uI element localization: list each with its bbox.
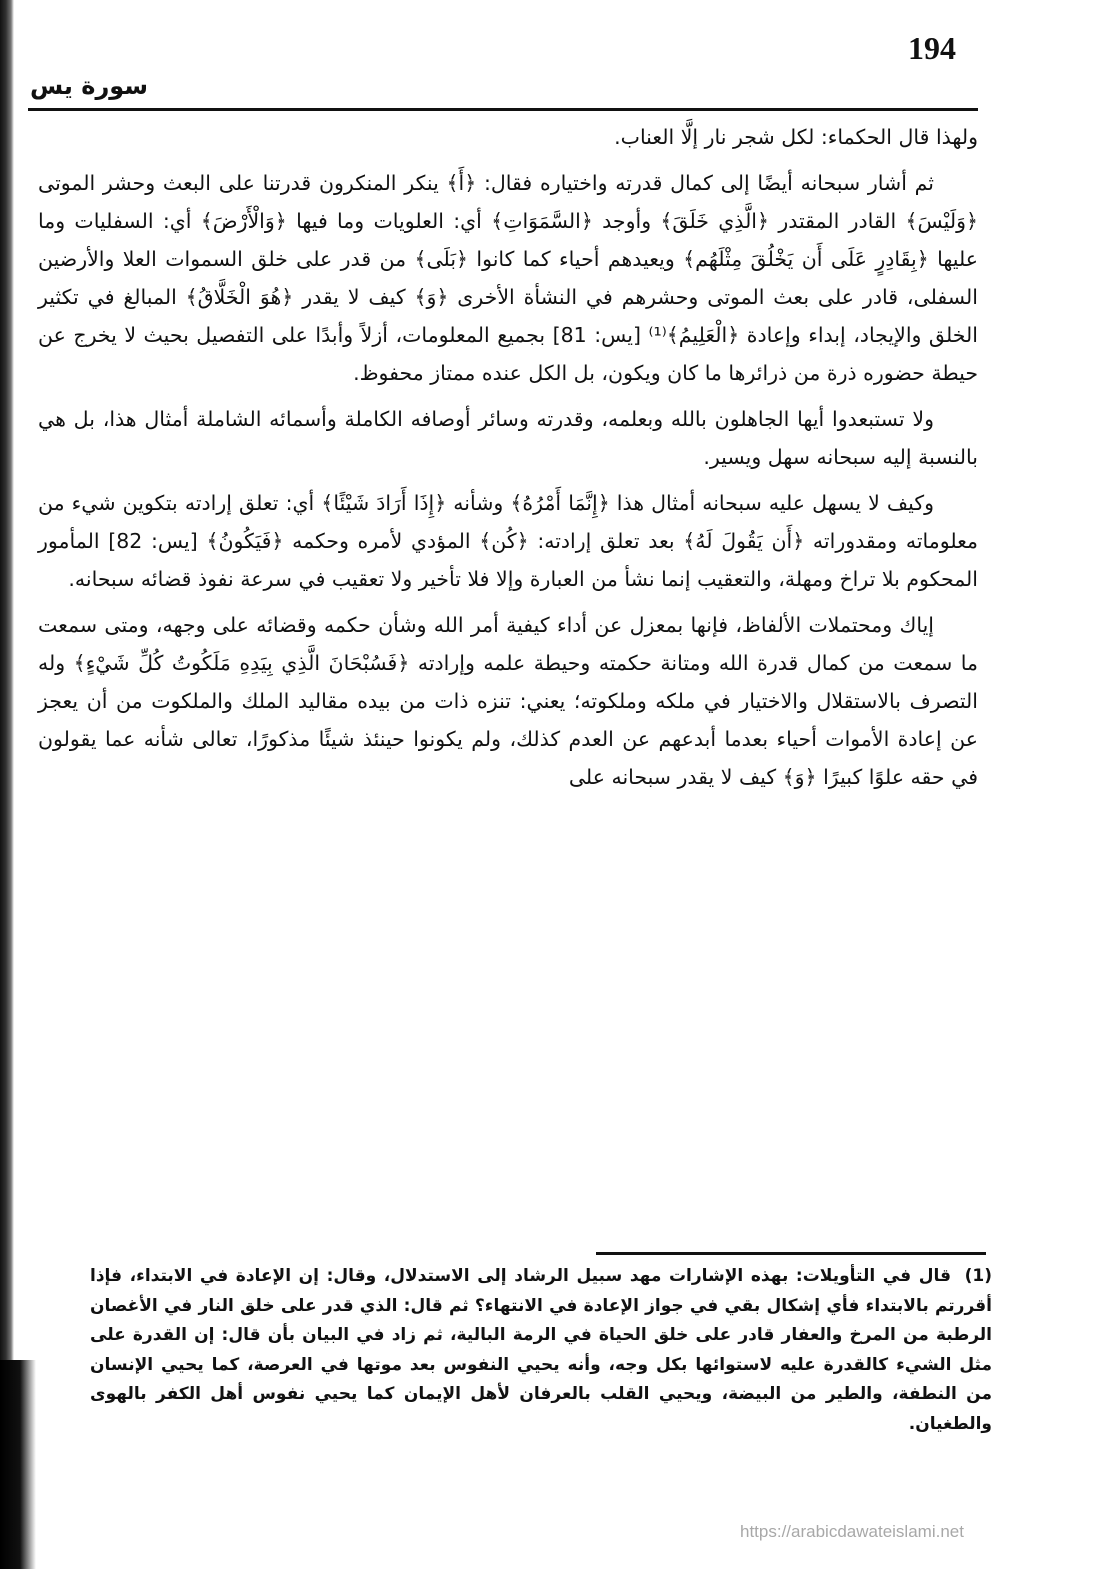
surah-title: سورة يس bbox=[30, 72, 148, 100]
scan-shadow-corner bbox=[0, 1360, 36, 1569]
footnote-text: قال في التأويلات: بهذه الإشارات مهد سبيل الرشاد إلى الاستدلال، وقال: إن الإعادة في الابتداء، فإذا أقررتم بالابتداء فأي إشكال بقي في جواز الإعادة في الانتهاء؟ ثم قال: الذي قدر على خلق النار في الأغصان الرطبة من المرخ والعفار قادر على خلق الحياة في الرمة البالية، ثم زاد في البيان بأن قال: إن القدرة على مثل الشيء كالقدرة عليه لاستوائها بكل وجه، وأنه يحيي النفوس بعد موتها في العرصة، كما يحيي الإنسان من النطفة، والطير من البيضة، ويحيي القلب بالعرفان لأهل الإيمان كما يحيي نفوس أهل الكفر بالهوى والطغيان. bbox=[90, 1266, 992, 1434]
source-watermark: https://arabicdawateislami.net bbox=[740, 1522, 964, 1541]
paragraph: وكيف لا يسهل عليه سبحانه أمثال هذا ﴿إِنَّمَا أَمْرُهُ﴾ وشأنه ﴿إِذَا أَرَادَ شَيْئًا﴾ أي: تعلق إرادته بتكوين شيء من معلوماته ومقدوراته ﴿أَن يَقُولَ لَهُ﴾ بعد تعلق إرادته: ﴿كُن﴾ المؤدي لأمره وحكمه ﴿فَيَكُونُ﴾ [يس: 82] المأمور المحكوم بلا تراخ ومهلة، والتعقيب إنما نشأ من العبارة وإلا فلا تأخير ولا تعقيب في سرعة نفوذ قضائه سبحانه. bbox=[38, 491, 979, 591]
page-number: 194 bbox=[908, 30, 956, 66]
paragraph: ثم أشار سبحانه أيضًا إلى كمال قدرته واختياره فقال: ﴿أَ﴾ ينكر المنكرون قدرتنا على البعث وحشر الموتى ﴿وَلَيْسَ﴾ القادر المقتدر ﴿الَّذِي خَلَقَ﴾ وأوجد ﴿السَّمَوَاتِ﴾ أي: العلويات وما فيها ﴿وَالْأَرْضَ﴾ أي: السفليات وما عليها ﴿بِقَادِرٍ عَلَى أَن يَخْلُقَ مِثْلَهُم﴾ ويعيدهم أحياء كما كانوا ﴿بَلَى﴾ من قدر على خلق السموات العلا والأرضين السفلى، قادر على بعث الموتى وحشرهم في النشأة الأخرى ﴿وَ﴾ كيف لا يقدر ﴿هُوَ الْخَلَّاقُ﴾ المبالغ في تكثير الخلق والإيجاد، إبداء وإعادة ﴿الْعَلِيمُ﴾⁽¹⁾ [يس: 81] بجميع المعلومات، أزلاً وأبدًا على التفصيل بحيث لا يخرج عن حيطة حضوره ذرة من ذرائرها ما كان ويكون، بل الكل عنده ممتاز محفوظ. bbox=[38, 171, 978, 385]
paragraph: ولهذا قال الحكماء: لكل شجر نار إلَّا العناب. bbox=[614, 125, 978, 149]
paragraph: ولا تستبعدوا أيها الجاهلون بالله وبعلمه، وقدرته وسائر أوصافه الكاملة وأسمائه الشاملة أمثال هذا، بل هي بالنسبة إليه سبحانه سهل ويسير. bbox=[38, 407, 978, 469]
footnote-divider bbox=[596, 1252, 986, 1255]
footnote-number: (1) bbox=[964, 1266, 992, 1286]
header-divider bbox=[28, 108, 978, 111]
scan-shadow-edge bbox=[0, 0, 14, 1569]
paragraph: إياك ومحتملات الألفاظ، فإنها بمعزل عن أداء كيفية أمر الله وشأن حكمه وقضائه على وجهه، ومتى سمعت ما سمعت من كمال قدرة الله ومتانة حكمته وحيطة علمه وإرادته ﴿فَسُبْحَانَ الَّذِي بِيَدِهِ مَلَكُوتُ كُلِّ شَيْءٍ﴾ وله التصرف بالاستقلال والاختيار في ملكه وملكوته؛ يعني: تنزه ذات من بيده مقاليد الملك والملكوت من أن يعجز عن إعادة الأموات أحياء بعدما أبدعهم عن العدم كذلك، ولم يكونوا حينئذ شيئًا مذكورًا، تعالى شأنه عما يقولون في حقه علوًا كبيرًا ﴿وَ﴾ كيف لا يقدر سبحانه على bbox=[38, 613, 978, 789]
main-text bbox=[38, 118, 978, 804]
footnote bbox=[90, 1262, 992, 1439]
